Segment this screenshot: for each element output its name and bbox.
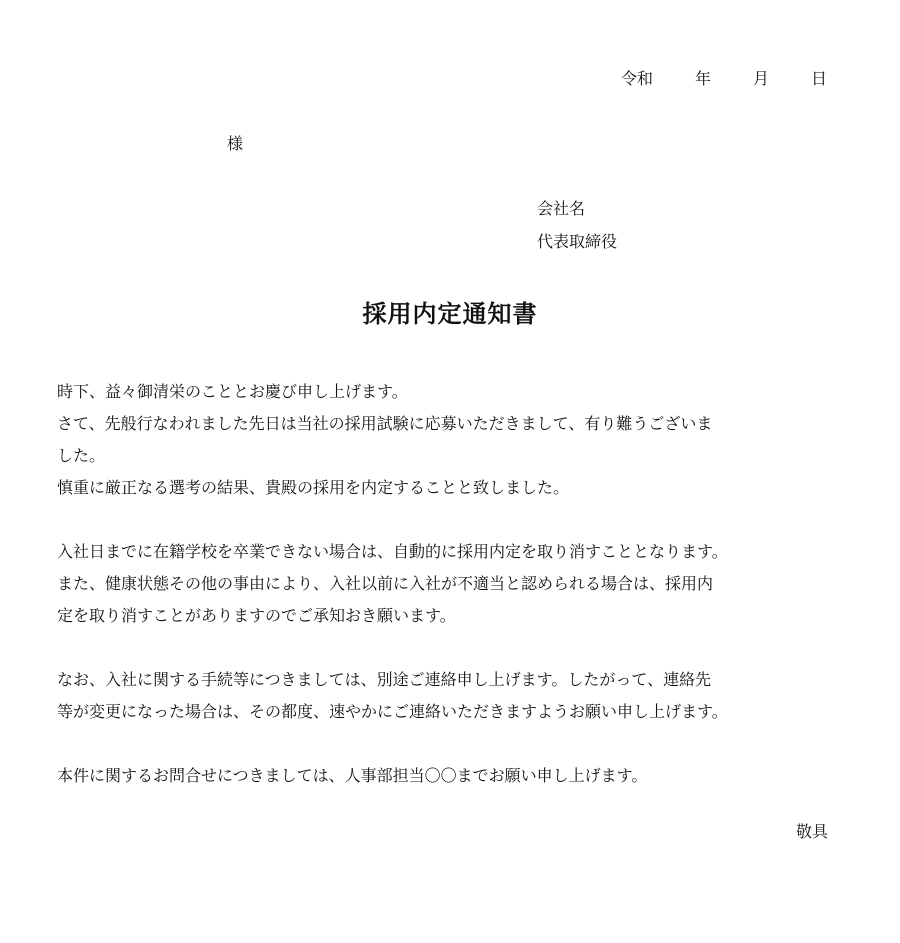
body-line: 本件に関するお問合せにつきましては、人事部担当〇〇までお願い申し上げます。 — [57, 766, 648, 785]
date-day-unit: 日 — [810, 69, 827, 88]
body-line: また、健康状態その他の事由により、入社以前に入社が不適当と認められる場合は、採用内 — [57, 574, 714, 593]
body-line: 慎重に厳正なる選考の結果、貴殿の採用を内定することと致しました。 — [57, 478, 570, 497]
paragraph-gap — [57, 632, 847, 664]
body-line: 等が変更になった場合は、その都度、速やかにご連絡いただきますようお願い申し上げます。 — [57, 702, 728, 721]
addressee-honorific: 様 — [227, 134, 244, 153]
sender-block — [537, 192, 617, 258]
body-line: さて、先般行なわれました先日は当社の採用試験に応募いただきまして、有り難うございま — [57, 414, 713, 433]
body-line: 時下、益々御清栄のこととお慶び申し上げます。 — [57, 382, 408, 401]
date-month-unit: 月 — [752, 69, 769, 88]
body-line: なお、入社に関する手続等につきましては、別途ご連絡申し上げます。したがって、連絡先 — [57, 670, 712, 689]
paragraph-gap — [57, 504, 847, 536]
date-line — [621, 66, 827, 89]
date-era: 令和 — [620, 69, 653, 88]
body-line: 定を取り消すことがありますのでご承知おき願います。 — [57, 606, 456, 625]
closing-word: 敬具 — [795, 822, 828, 841]
document-title: 採用内定通知書 — [362, 300, 538, 328]
paragraph-gap — [57, 728, 847, 760]
sender-representative-label: 代表取締役 — [537, 232, 618, 251]
body-line: した。 — [57, 446, 106, 465]
sender-company-label: 会社名 — [537, 199, 586, 218]
date-year-unit: 年 — [694, 69, 711, 88]
letter-body — [57, 376, 847, 792]
body-line: 入社日までに在籍学校を卒業できない場合は、自動的に採用内定を取り消すこととなります。 — [57, 542, 728, 561]
